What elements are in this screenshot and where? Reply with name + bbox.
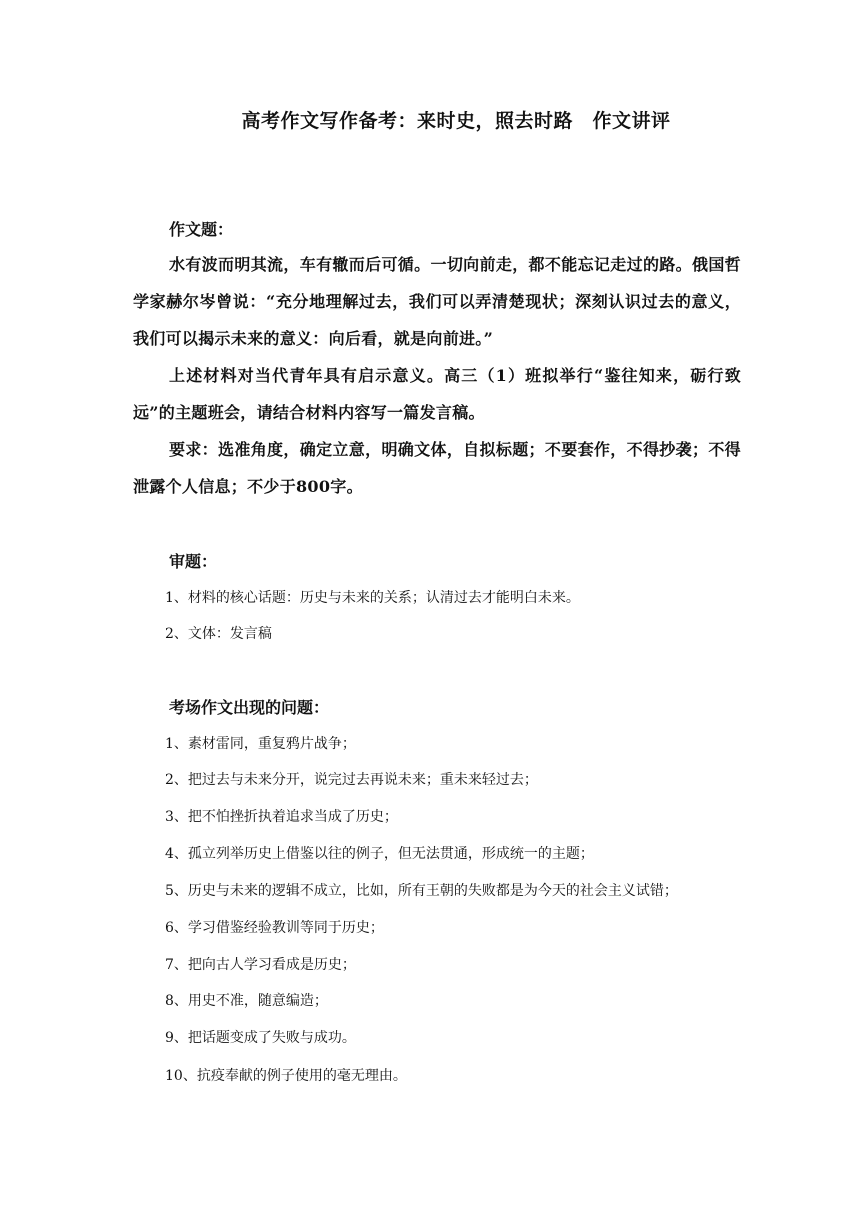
problem-item-wrap: [133, 734, 741, 754]
prompt-paragraph: 要求：选准角度，确定立意，明确文体，自拟标题；不要套作，不得抄袭；不得泄露个人信息；不少于800字。: [133, 440, 741, 496]
problem-item-wrap: [133, 955, 741, 975]
problem-item-wrap: [133, 1066, 741, 1086]
prompt-body: [133, 246, 741, 505]
prompt-paragraph: 上述材料对当代青年具有启示意义。高三（1）班拟举行“鉴往知来，砺行致远”的主题班会，请结合材料内容写一篇发言稿。: [133, 366, 741, 422]
problem-item: 1、素材雷同，重复鸦片战争；: [165, 736, 356, 752]
problem-item-wrap: [133, 1028, 741, 1048]
analysis-heading: 审题：: [169, 552, 218, 571]
problem-item: 8、用史不准，随意编造；: [165, 993, 328, 1009]
problem-item: 2、把过去与未来分开，说完过去再说未来；重未来轻过去；: [165, 772, 538, 788]
problem-item-wrap: [133, 844, 741, 864]
problem-item: 6、学习借鉴经验教训等同于历史；: [165, 920, 384, 936]
prompt-paragraph: 水有波而明其流，车有辙而后可循。一切向前走，都不能忘记走过的路。俄国哲学家赫尔岑曾说：“充分地理解过去，我们可以弄清楚现状；深刻认识过去的意义，我们可以揭示未来的意义：向后看，就是向前进。”: [133, 255, 741, 348]
analysis-item: 2、文体：发言稿: [165, 626, 272, 642]
problem-item: 10、抗疫奉献的例子使用的毫无理由。: [165, 1068, 407, 1084]
analysis-section: [133, 552, 741, 572]
prompt-heading: 作文题：: [169, 220, 234, 239]
problem-item-wrap: [133, 991, 741, 1011]
problem-item-wrap: [133, 807, 741, 827]
problems-section: [133, 698, 741, 718]
problem-item: 9、把话题变成了失败与成功。: [165, 1030, 356, 1046]
analysis-item-1-wrap: [133, 624, 741, 644]
analysis-item-0-wrap: [133, 588, 741, 608]
problem-item-wrap: [133, 770, 741, 790]
problems-heading: 考场作文出现的问题：: [169, 698, 330, 717]
problem-item-wrap: [133, 881, 741, 901]
problem-item: 7、把向古人学习看成是历史；: [165, 957, 356, 973]
problem-item-wrap: [133, 918, 741, 938]
document-title: 高考作文写作备考：来时史，照去时路 作文讲评: [241, 110, 671, 132]
problem-item: 5、历史与未来的逻辑不成立，比如，所有王朝的失败都是为今天的社会主义试错；: [165, 883, 678, 899]
prompt-section: [133, 220, 741, 240]
problem-item: 4、孤立列举历史上借鉴以往的例子，但无法贯通，形成统一的主题；: [165, 846, 594, 862]
problem-item: 3、把不怕挫折执着追求当成了历史；: [165, 809, 398, 825]
analysis-item: 1、材料的核心话题：历史与未来的关系；认清过去才能明白未来。: [165, 590, 580, 606]
